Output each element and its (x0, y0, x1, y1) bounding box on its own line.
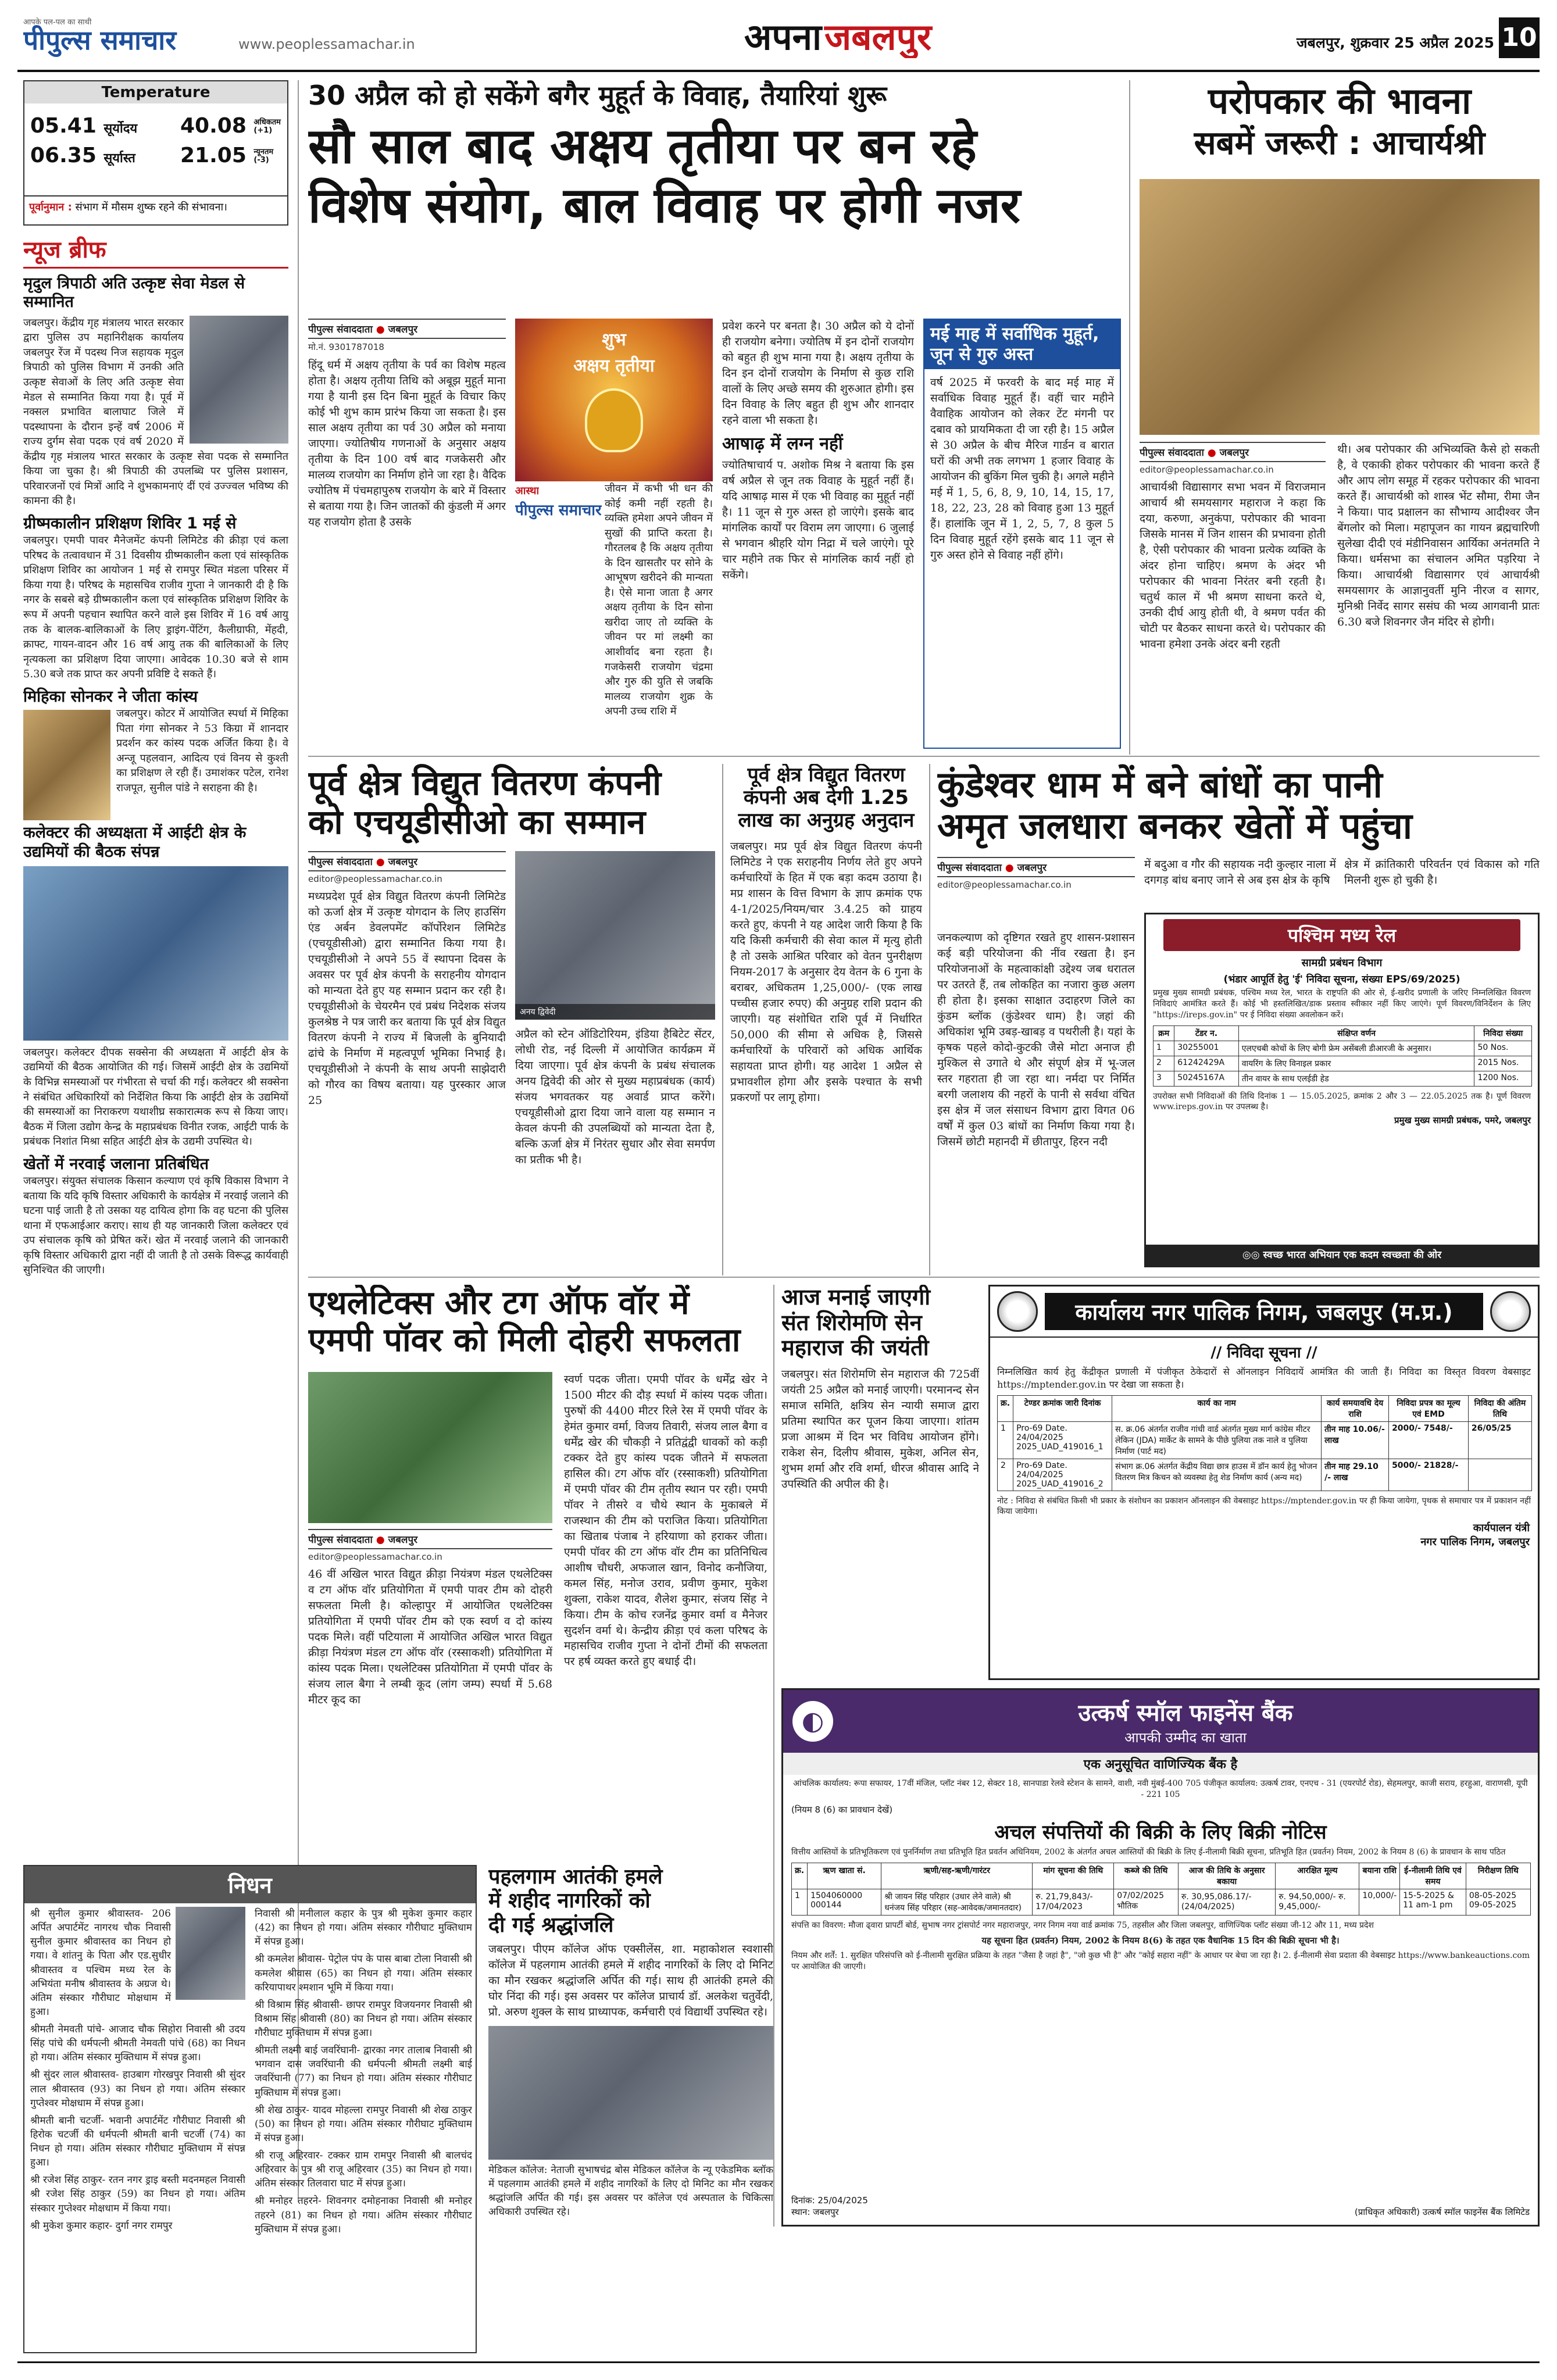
masthead (0, 0, 1557, 69)
akshaya-col-2-text: जीवन में कभी भी धन की कोई कमी नहीं रहती है। व्यक्ति हमेशा अपने जीवन में सुखों की प्राप्ति करता है। गौरतलब है कि अक्षय तृतीया के दिन खासतौर पर सोने के आभूषण खरीदने की मान्यता है। ऐसे माना जाता है अगर अक्षय तृतीया के दिन सोना खरीदा जाए तो व्यक्ति के जीवन पर मां लक्ष्मी का आशीर्वाद बना रहता है। गजकेसरी राजयोग चंद्रमा और गुरु की युति से जबकि मालव्य राजयोग शुक्र के अपनी उच्च राशि में (605, 483, 713, 718)
nagar-nigam-note: नोट : निविदा से संबंधित किसी भी प्रकार के संशोधन का प्रकाशन ऑनलाइन की वेबसाइट https://mptender.gov.in पर ही किया जायेगा, पृथक से समाचार पत्र में प्रकाशन नहीं किया जायेगा। (997, 1496, 1531, 1517)
acharya-headline-1[interactable]: परोपकार की भावना (1208, 80, 1472, 122)
nn-cell: Pro-69 Date. 24/04/2025 2025_UAD_419016_2 (1013, 1459, 1112, 1491)
rail-th-1: क्रम (1154, 1025, 1174, 1041)
akshaya-mobile: मो.नं. 9301787018 (308, 342, 384, 352)
akshaya-headline-1[interactable]: सौ साल बाद अक्षय तृतीया पर बन रहे (308, 117, 977, 174)
bank-cell: 08-05-2025 09-05-2025 (1466, 1889, 1530, 1915)
rail-cell: 3 (1154, 1071, 1174, 1086)
athletics-col-2-text: स्वर्ण पदक जीता। एमपी पॉवर के धर्मेंद्र खेर ने 1500 मीटर की दौड़ स्पर्धा में कांस्य पदक जीता। पुरुषों की 4400 मीटर रिले रेस में एमपी पॉवर के हेमंत कुमार वर्मा, विजय तिवारी, संजय लाल बैगा व धर्मेंद्र खेर की चौकड़ी ने प्रतिद्वंद्वी धावकों को कड़ी टक्कर देते हुए कांस्य पदक जीतने में सफलता हासिल की। टग ऑफ वॉर (रस्साकशी) प्रतियोगिता में एमपी पॉवर की टीम तृतीय स्थान पर रही। एमपी पॉवर ने तीसरे व चौथे स्थान के मुकाबले में राजस्थान की टीम को पराजित किया। प्रतियोगिता का खिताब पंजाब ने हरियाणा को हराकर जीता। एमपी पॉवर की टग ऑफ वॉर टीम का प्रतिनिधित्व आशीष चौधरी, अफजाल खान, विनोद कनौजिया, कमल सिंह, मनोज उराव, प्रवीण कुमार, मुकेश शुक्ला, राकेश यादव, शैलेश कुमार, संजय सिंह ने किया। टीम के कोच रजनेंद्र कुमार वर्मा व मैनेजर सुदर्शन वर्मा थे। केन्द्रीय क्रीड़ा एवं कला परिषद के महासचिव राजीव गुप्ता ने दोनों टीमों की सफलता पर हर्ष व्यक्त करते हुए बधाई दी। (564, 1373, 767, 1668)
pahalgam-headline-3[interactable]: दी गई श्रद्धांजलि (488, 1913, 614, 1937)
discom-headline-1[interactable]: पूर्व क्षेत्र विद्युत वितरण कंपनी (308, 764, 662, 803)
rail-th-2: टेंडर न. (1174, 1025, 1239, 1041)
bank-place-label: स्थान: जबलपुर (791, 2207, 839, 2217)
bank-th: आज की तिथि के अनुसार बकाया (1178, 1863, 1275, 1889)
brief-1-title[interactable]: मृदुल त्रिपाठी अति उत्कृष्ट सेवा मेडल से सम्मानित (23, 274, 245, 312)
pahalgam-caption: मेडिकल कॉलेज: नेताजी सुभाषचंद्र बोस मेडिकल कॉलेज के न्यू एकेडमिक ब्लॉक में पहलगाम आतंकी हमले में शहीद नागरिकों के लिए दो मिनिट का मौन रखकर श्रद्धांजलि अर्पित की गई। इस अवसर पर कॉलेज एवं अस्पताल के चिकित्सा अधिकारी उपस्थित रहे। (488, 2164, 773, 2218)
obit-1: श्री सुनील कुमार श्रीवास्तव- 206 अर्पित अपार्टमेंट नागरथ चौक निवासी सुनील कुमार श्रीवास्तव का निधन हो गया। वे शांतनु के पिता और एड.सुधीर श्रीवास्तव व पश्चिम मध्य रेल के अभियंता मनीष श्रीवास्तव के अग्रज थे। अंतिम संस्कार गौरीघाट मोक्षधाम में हुआ। (30, 1908, 171, 2018)
max-label: अधिकतम (253, 117, 281, 127)
bank-office: आंचलिक कार्यालय: रूपा सफायर, 17वीं मंजिल, प्लॉट नंबर 12, सेक्टर 18, सानपाडा रेलवे स्टेशन के सामने, वाशी, नवी मुंबई-400 705 पंजीकृत कार्यालय: उत्कर्ष टावर, एनएच - 31 (एयरपोर्ट रोड), सेहमलपुर, काजी सराय, हरहुआ, वाराणसी, यूपी - 221 105 (793, 1779, 1528, 1799)
grant-headline-2[interactable]: कंपनी अब देगी 1.25 (744, 786, 909, 810)
weather-box (23, 80, 288, 226)
rail-cell: वायरिंग के लिए विनाइल प्रकार (1238, 1056, 1474, 1071)
discom-email[interactable]: editor@peoplessamachar.co.in (308, 874, 442, 884)
acharya-story (1140, 80, 1540, 755)
divider-mid (1129, 80, 1130, 755)
forecast-text: संभाग में मौसम शुष्क रहने की संभावना। (75, 201, 227, 213)
section-city: जबलपुर (824, 16, 932, 58)
discom-byline-city: जबलपुर (388, 856, 418, 868)
nn-th-2: टेण्डर क्रमांक जारी दिनांक (1013, 1396, 1112, 1422)
max-delta: (+1) (253, 126, 273, 135)
obituary-box (23, 1865, 477, 2353)
section-title (744, 12, 1070, 58)
bank-cell: श्री जायन सिंह परिहार (उधार लेने वाले) श्री धनंजय सिंह परिहार (सह-आवेदक/जमानतदार) (881, 1889, 1033, 1915)
acharya-col-1-text: आचार्यश्री विद्यासागर सभा भवन में विराजमान आचार्य श्री समयसागर महाराज ने कहा कि दया, करुणा, अनुकंपा, परोपकार की भावना जिसके मानस में जिन शासन की प्रभावना होती है, ऐसी परोपकार की भावना प्रत्येक व्यक्ति के अंदर होना चाहिए। श्रमण के अंदर भी परोपकार की भावना निरंतर बनी रहती है। चतुर्थ काल में भी श्रमण साधना करते थे, उनकी दीर्घ आयु होती थी, वे श्रमण पर्वत की चोटी पर बैठकर साधना करते थे। परोपकार की भावना हमेशा उनके अंदर बनी रहती (1140, 481, 1326, 651)
akshaya-col-3b-text: ज्योतिषाचार्य प. अशोक मिश्र ने बताया कि इस वर्ष अप्रैल से जून तक विवाह के मुहूर्त नहीं हैं। यदि आषाढ़ मास में एक भी विवाह का मुहूर्त नहीं है। 11 जून से गुरु अस्त हो जाएंगे। इसके बाद मांगलिक कार्यों पर विराम लग जाएगा। 6 जुलाई से भगवान श्रीहरि योग निद्रा में चले जाएंगे। पूरे चार महीने तक फिर से मांगलिक कार्य नहीं हो सकेंगे। (722, 459, 914, 582)
athletics-email[interactable]: editor@peoplessamachar.co.in (308, 1552, 442, 1562)
discom-photo (515, 851, 715, 1020)
rail-ad-subtitle: सामग्री प्रबंधन विभाग (1301, 957, 1383, 969)
logo-tag: आपके पल-पल का साथी (23, 18, 92, 27)
table-row (998, 1459, 1532, 1491)
nagar-nigam-title: कार्यालय नगर पालिक निगम, जबलपुर (म.प्र.) (1045, 1293, 1483, 1330)
section-apna: अपना (744, 16, 822, 58)
obit-3: श्री सुंदर लाल श्रीवास्तव- हाउबाग गोरखपुर निवासी श्री सुंदर लाल श्रीवास्तव (93) का निधन हो गया। अंतिम संस्कार गुप्तेश्वर मोक्षधाम में संपन्न हुआ। (30, 2069, 245, 2109)
sen-text: जबलपुर। संत शिरोमणि सेन महाराज की 725वीं जयंती 25 अप्रैल को मनाई जाएगी। परमानन्द सेन समाज समिति, क्षत्रिय सेन न्यायी समाज द्वारा प्रतिमा स्थापित कर पूजन किया जाएगा। शांतम प्रजा आश्रम में दिन भर विविध आयोजन होंगे। राकेश सेन, दिलीप श्रीवास, मुकेश, अनिल सेन, शुभम शर्मा और रवि शर्मा, धीरज श्रीवास आदि ने उपस्थिति की अपील की है। (781, 1368, 979, 1491)
table-row (792, 1889, 1531, 1915)
bank-header (783, 1690, 1538, 1753)
brief-5-title[interactable]: खेतों में नरवाई जलाना प्रतिबंधित (23, 1155, 209, 1173)
website-link[interactable]: www.peoplessamachar.in (238, 36, 415, 52)
masthead-rule (17, 70, 1540, 72)
nn-th-4: कार्य समयावधि देय राशि (1322, 1396, 1389, 1422)
bank-bottom-text: नियम और शर्तें: 1. सुरक्षित परिसंपत्ति को ई-नीलामी सुरक्षित प्रक्रिया के तहत "जैसा है जहां है", "जो कुछ भी है" और "कोई सहारा नहीं" के आधार पर बेचा जा रहा है। 2. ई-नीलामी सेवा प्रदाता की वेबसाइट https://www.bankeauctions.com पर आयोजित की जाएगी। (791, 1950, 1530, 1971)
sen-headline-3[interactable]: महाराज की जयंती (781, 1335, 929, 1361)
bank-name: उत्कर्ष स्मॉल फाइनेंस बैंक (1078, 1700, 1293, 1727)
kundeshwar-byline: पीपुल्स संवाददाता ● जबलपुर (937, 857, 1135, 877)
obit-2: श्रीमती नेमवती पांचे- आजाद चौक सिहोरा निवासी श्री उदय सिंह पांचे की धर्मपत्नी श्रीमती नेमवती पांचे (68) का निधन हो गया। अंतिम संस्कार मुक्तिधाम में संपन्न हुआ। (30, 2024, 245, 2064)
pahalgam-headline-1[interactable]: पहलगाम आतंकी हमले (488, 1865, 663, 1889)
grant-headline-3[interactable]: लाख का अनुग्रह अनुदान (738, 809, 915, 832)
nn-th-3: कार्य का नाम (1112, 1396, 1322, 1422)
rail-ad-title: पश्चिम मध्य रेल (1163, 919, 1520, 951)
emblem-icon (997, 1291, 1038, 1332)
grant-text: जबलपुर। मप्र पूर्व क्षेत्र विद्युत वितरण कंपनी लिमिटेड ने एक सराहनीय निर्णय लेते हुए अपने कर्मचारियों के हित में एक बड़ा कदम उठाया है। मप्र शासन के वित्त विभाग के ज्ञाप क्रमांक एफ 4-1/2025/नियम/चार 3.4.25 को ग्राहय करते हुए, कंपनी ने यह आदेश जारी किया है कि यदि किसी कर्मचारी की सेवा काल में मृत्यु होती है तो उसके आश्रित परिवार को वेतन पुनरीक्षण नियम-2017 के अनुसार देय वेतन के 6 गुना के बराबर, अधिकतम 1,25,000/- (एक लाख पच्चीस हजार रुपए) की अनुग्रह राशि प्रदान की जाएगी। यह संशोधित राशि पूर्व में निर्धारित 50,000 की सीमा से अधिक है, जिससे कर्मचारियों के परिवारों को अधिक आर्थिक सहायता प्राप्त होगी। यह आदेश 1 अप्रैल से प्रभावशील होगा और इसके पश्चात के सभी प्रकरणों पर लागू होगा। (730, 840, 922, 1104)
brief-item-2 (23, 514, 288, 682)
sen-jayanti-story (781, 1285, 979, 1680)
max-temp: 40.08 (180, 114, 247, 138)
rail-cell: 2015 Nos. (1474, 1056, 1532, 1071)
akshaya-col-3-text: प्रवेश करने पर बनता है। 30 अप्रैल को ये दोनों ही राजयोग बनेगा। ज्योतिष में इन दोनों राजयोग को बहुत ही शुभ माना गया है। अक्षय तृतीया के दिन इन दोनों राजयोग के निर्माण से कुछ राशि वालों के लिए अच्छे समय की शुरुआत होगी। इस दिन विवाह के लिए बहुत ही शुभ और शानदार रहने वाला भी सकता है। (722, 320, 914, 427)
bank-heading: अचल संपत्तियों की बिक्री के लिए बिक्री नोटिस (994, 1820, 1327, 1844)
swachh-bharat-banner (1146, 1245, 1538, 1266)
bank-th: क्र. (792, 1863, 808, 1889)
pahalgam-text: जबलपुर। पीएम कॉलेज ऑफ एक्सीलेंस, शा. महाकोशल स्वशासी कॉलेज में पहलगाम आतंकी हमले में शहीद नागरिकों के लिए दो मिनिट का मौन रखकर श्रद्धांजलि अर्पित की गई। साथ ही आतंकी हमले की घोर निंदा की गई। इस अवसर पर कॉलेज प्राचार्य डॉ. अलकेश चतुर्वेदी, प्रो. अरुण शुक्ल के साथ प्राध्यापक, कर्मचारी एवं विद्यार्थी उपस्थित रहे। (488, 1943, 773, 2019)
grant-story (730, 764, 922, 1275)
kundeshwar-col-3-text: क्षेत्र में क्रांतिकारी परिवर्तन एवं विकास को गति मिलनी शुरू हो चुकी है। (1344, 858, 1540, 887)
obit-5: श्री रजेश सिंह ठाकुर- रतन नगर ड्राइ बस्ती मदनमहल निवासी श्री रजेश सिंह ठाकुर (59) का निधन हो गया। अंतिम संस्कार गुप्तेश्वर मोक्षधाम में किया गया। (30, 2174, 245, 2214)
news-brief (23, 233, 288, 1854)
nagar-nigam-signatory-2: नगर पालिक निगम, जबलपुर (1420, 1535, 1530, 1548)
emblem-icon-right (1490, 1291, 1531, 1332)
nn-th-5: निविदा प्रपत्र का मूल्य एवं EMD (1389, 1396, 1469, 1422)
pahalgam-photo (488, 2026, 773, 2160)
obit-9: श्री विश्राम सिंह श्रीवासी- छापर रामपुर विजयनगर निवासी श्री विश्राम सिंह श्रीवासी (80) का निधन हो गया। अंतिम संस्कार गौरीघाट मुक्तिधाम में संपन्न हुआ। (255, 1999, 472, 2039)
bank-logo-icon: ◐ (792, 1701, 833, 1742)
kundeshwar-col-1 (937, 857, 1135, 890)
muhurat-sidebox-text: वर्ष 2025 में फरवरी के बाद मई माह में सर्वाधिक विवाह मुहूर्त हैं। वहीं चार महीने वैवाहिक आयोजन को लेकर टेंट मंगनी पर दबाव को प्रायमिकता दी जा रही है। 15 अप्रैल से 30 अप्रैल के बीच मैरिज गार्डन व बारात घरों की अभी तक लगभग 1 हजार विवाह के आयोजन की बुकिंग मिल चुकी है। अगले महीने मई में 1, 5, 6, 8, 9, 10, 14, 15, 17, 18, 22, 23, 28 को विवाह हुआ 13 मुहूर्त हैं। हालांकि जून में 1, 2, 5, 7, 8 कुल 5 दिन विवाह मुहूर्त रहेंगे इसके बाद 11 जून से गुरु अस्त होने से विवाह नहीं होंगे। (930, 376, 1114, 562)
discom-story (308, 764, 715, 1275)
athletics-col-1-text: 46 वीं अखिल भारत विद्युत क्रीड़ा नियंत्रण मंडल एथलेटिक्स व टग ऑफ वॉर प्रतियोगिता में एमपी पावर टीम को दोहरी सफलता मिली है। कोल्हापुर में आयोजित एथलेटिक्स प्रतियोगिता में एमपी पॉवर टीम को एक स्वर्ण व दो कांस्य पदक मिले। वहीं पटियाला में आयोजित अखिल भारत विद्युत क्रीड़ा नियंत्रण मंडल टग ऑफ वॉर (रस्साकशी) प्रतियोगिता में कांस्य पदक मिला। एथलेटिक्स प्रतियोगिता में एमपी पॉवर के संजय लाल बैगा ने लम्बी कूद (लांग जम्प) स्पर्धा में 5.68 मीटर कूद का (308, 1568, 552, 1706)
bank-cell: 1 (792, 1889, 808, 1915)
nn-cell: 5000/- 21828/- (1389, 1459, 1469, 1491)
athletics-headline-2[interactable]: एमपी पॉवर को मिली दोहरी सफलता (308, 1321, 741, 1360)
discom-photo-caption: अनय द्विवेदी (515, 1004, 715, 1020)
discom-byline: पीपुल्स संवाददाता ● जबलपुर (308, 851, 506, 871)
nagar-nigam-subtitle: // निविदा सूचना // (1210, 1344, 1317, 1361)
bank-cell: 10,000/- (1359, 1889, 1400, 1915)
pahalgam-block (488, 1865, 773, 2353)
akshaya-col-2 (605, 481, 713, 719)
obit-7: निवासी श्री मनीलाल कहार के पुत्र श्री मुकेश कुमार कहार (42) का निधन हो गया। अंतिम संस्कार गौरीघाट मुक्तिधाम में संपन्न हुआ। (255, 1908, 472, 1948)
obituary-heading: निधन (24, 1866, 476, 1903)
bank-th: मांग सूचना की तिथि (1033, 1863, 1114, 1889)
akshaya-byline-name: पीपुल्स संवाददाता (308, 324, 373, 335)
acharya-col-2 (1337, 442, 1540, 630)
akshaya-byline: पीपुल्स संवाददाता ● जबलपुर (308, 319, 506, 339)
athletics-headline-1[interactable]: एथलेटिक्स और टग ऑफ वॉर में (308, 1285, 690, 1322)
athletics-photo (308, 1372, 552, 1523)
bank-cell: रु. 30,95,086.17/- (24/04/2025) (1178, 1889, 1275, 1915)
bank-footer-note: यह सूचना हित (प्रवर्तन) नियम, 2002 के नियम 8(6) के तहत एक वैधानिक 15 दिन की बिक्री सूचना भी है। (981, 1935, 1340, 1946)
brief-1-text: जबलपुर। केंद्रीय गृह मंत्रालय भारत सरकार द्वारा पुलिस उप महानिरीक्षक कार्यालय जबलपुर रेंज में पदस्थ निज सहायक मृदुल त्रिपाठी को पुलिस विभाग में उनकी अति उत्कृष्ट सेवाओं के लिए अति उत्कृष्ट सेवा मेडल से सम्मानित किया गया है। पूर्व में नक्सल प्रभावित बालाघाट जिले में पदस्थापना के दौरान इन्हें वर्ष 2006 में राज्य दुर्गम सेवा पदक एवं वर्ष 2020 में केंद्रीय गृह मंत्रालय भारत सरकार के उत्कृष्ट सेवा पदक से सम्मानित किया जा चुका है। श्री त्रिपाठी की उपलब्धि पर पुलिस प्रशासन, परिवारजनों एवं मित्रों आदि ने शुभकामनाएं दीं एवं उज्ज्वल भविष्य की कामना की है। (23, 316, 288, 508)
bank-th: बयाना राशि (1359, 1863, 1400, 1889)
nagar-nigam-signatory-1: कार्यपालन यंत्री (1473, 1521, 1530, 1534)
nn-cell: Pro-69 Date. 24/04/2025 2025_UAD_419016_1 (1013, 1422, 1112, 1459)
brief-1-photo (190, 316, 288, 444)
pahalgam-headline-2[interactable]: में शहीद नागरिकों को (488, 1889, 651, 1913)
bank-tagline-2: एक अनुसूचित वाणिज्यिक बैंक है (783, 1753, 1538, 1775)
kundeshwar-headline-1[interactable]: कुंडेश्वर धाम में बने बांधों का पानी (937, 764, 1383, 806)
logo-text: पीपुल्स समाचार (23, 24, 177, 56)
akshaya-image (515, 319, 713, 481)
min-label: न्यूनतम (253, 147, 274, 156)
discom-col-2 (515, 1027, 715, 1168)
acharya-byline-name: पीपुल्स संवाददाता (1140, 447, 1204, 459)
kundeshwar-headline-2[interactable]: अमृत जलधारा बनकर खेतों में पहुंचा (937, 805, 1412, 848)
nn-cell: 2 (998, 1459, 1013, 1491)
nn-th-6: निविदा की अंतिम तिथि (1468, 1396, 1531, 1422)
athletics-col-1 (308, 1529, 552, 1708)
rail-ad-text: प्रमुख मुख्य सामग्री प्रबंधक, पश्चिम मध्य रेल, भारत के राष्ट्रपति की ओर से, ई-खरीद प्रणाली के जरिए निम्नलिखित विवरण निविदाएं आमंत्रित करते हैं। कोई भी हस्तलिखित/डाक प्रस्ताव स्वीकार नहीं किए जाएंगे। पूर्ण विवरण/विनिर्देशन के लिए "https://ireps.gov.in" पर ई निविदा संख्या अवलोकन करें। (1153, 988, 1531, 1020)
rail-ad-signatory: प्रमुख मुख्य सामग्री प्रबंधक, पमरे, जबलपुर (1394, 1115, 1531, 1126)
min-temp: 21.05 (180, 144, 247, 167)
rail-cell: 30255001 (1174, 1041, 1239, 1056)
divider-row-2 (308, 756, 1540, 757)
sunset-label: सूर्यास्त (103, 151, 135, 166)
sen-headline-2[interactable]: संत शिरोमणि सेन (781, 1309, 922, 1335)
forecast (24, 195, 287, 217)
brief-item-4 (23, 824, 288, 1149)
acharya-byline-city: जबलपुर (1219, 447, 1249, 459)
obit-12: श्री राजू अहिरवार- टक्कर ग्राम रामपुर निवासी श्री बालचंद अहिरवार के पुत्र श्री राजू अहिरवार (35) का निधन हो गया। अंतिम संस्कार तिलवारा घाट में संपन्न हुआ। (255, 2150, 472, 2190)
divider-grant (929, 764, 930, 1275)
kalash-icon (585, 388, 643, 452)
obit-4: श्रीमती बानी चटर्जी- भवानी अपार्टमेंट गौरीघाट निवासी श्री हिरोक चटर्जी की धर्मपत्नी श्रीमती बानी चटर्जी (74) का निधन हो गया। अंतिम संस्कार गौरीघाट मुक्तिधाम में संपन्न हुआ। (30, 2114, 245, 2169)
sunrise-label: सूर्योदय (103, 121, 138, 136)
akshaya-kicker[interactable]: 30 अप्रैल को हो सकेंगे बगैर मुहूर्त के विवाह, तैयारियां शुरू (308, 80, 887, 111)
nn-cell (1468, 1459, 1531, 1491)
dateline: जबलपुर, शुक्रवार 25 अप्रैल 2025 (1297, 34, 1494, 51)
table-row (1154, 1041, 1532, 1056)
bank-intro: वित्तीय आस्तियों के प्रतिभूतिकरण एवं पुनर्निर्माण तथा प्रतिभूति हित प्रवर्तन अधिनियम, 2002 के अंतर्गत अचल आस्तियों की बिक्री के लिए ई-नीलामी बिक्री सूचना, प्रतिभूति हित (प्रवर्तन) नियम, 2002 के नियम 8 (6) के प्रावधान के साथ पठित (791, 1847, 1506, 1857)
kundeshwar-byline-name: पीपुल्स संवाददाता (937, 862, 1002, 874)
bank-th: ई-नीलामी तिथि एवं समय (1400, 1863, 1466, 1889)
nn-cell: संभाग क्र.06 अंतर्गत केंद्रीय विद्या छात्र हाउस में डॉन कार्य हेतु भोजन वितरण मित्र किचन को व्यवस्था हेतु शेड निर्माण कार्य (अन्य मद) (1112, 1459, 1322, 1491)
muhurat-sidebox (923, 319, 1121, 749)
bank-cell: रु. 21,79,843/- 17/04/2023 (1033, 1889, 1114, 1915)
kundeshwar-col-2 (1144, 857, 1336, 888)
brief-3-title[interactable]: मिहिका सोनकर ने जीता कांस्य (23, 687, 198, 706)
acharya-headline-2[interactable]: सबमें जरूरी : आचार्यश्री (1194, 124, 1485, 163)
kundeshwar-col-1-text: जनकल्याण को दृष्टिगत रखते हुए शासन-प्रशासन कई बड़ी परियोजना की नींव रखता है। इन परियोजनाओं के महत्वाकांक्षी उद्देश्य जब धरातल पर उतरते हैं, तब लोकहित का नजारा कुछ अलग ही होता है। इसका साक्षात उदाहरण जिले का कुंडम ब्लॉक (कुंडेश्वर धाम) है। जहां की अधिकांश भूमि उबड़-खाबड़ व पथरीली है। यहां के कृषक पहले कोदो-कुटकी जैसे मोटा अनाज ही मुश्किल से उगाते थे और संपूर्ण क्षेत्र में भू-जल स्तर गहराता ही जा रहा था। नर्मदा पर निर्मित बरगी जलाशय की नहरों के पानी से सर्वथा वंचित इस क्षेत्र में जल संसाधन विभाग द्वारा विगत 06 वर्षों में कुल 03 बांधों का निर्माण किया गया है। जिसमें छोटी महानदी में छीतापुर, हिरन नदी (937, 931, 1135, 1148)
obit-13: श्री मनोहर तहरने- शिवनगर दमोहनाका निवासी श्री मनोहर तहरने (81) का निधन हो गया। अंतिम संस्कार गौरीघाट मुक्तिधाम में संपन्न हुआ। (255, 2195, 472, 2235)
nn-cell: तीन माह 29.10 /- लाख (1322, 1459, 1389, 1491)
min-delta: (-3) (253, 156, 269, 165)
nn-th-1: क्र. (998, 1396, 1013, 1422)
acharya-byline: पीपुल्स संवाददाता ● जबलपुर (1140, 442, 1326, 462)
akshaya-image-shubh: शुभ (602, 330, 626, 350)
bank-th: कब्जे की तिथि (1114, 1863, 1179, 1889)
akshaya-image-title: अक्षय तृतीया (573, 356, 655, 376)
athletics-byline-name: पीपुल्स संवाददाता (308, 1534, 373, 1546)
obit-6: श्री मुकेश कुमार कहार- दुर्गा नगर रामपुर (30, 2220, 173, 2232)
bottom-rule (17, 2361, 1540, 2363)
bank-cell: 07/02/2025 भौतिक (1114, 1889, 1179, 1915)
nagar-nigam-intro: निम्नलिखित कार्य हेतु केंद्रीकृत प्रणाली में पंजीकृत ठेकेदारों से ऑनलाइन निविदायें आमंत्रित की जाती हैं। निविदा का विस्तृत विवरण वेबसाइट https://mptender.gov.in पर देखा जा सकता है। (997, 1366, 1531, 1390)
muhurat-sidebox-heading: मई माह में सर्वाधिक मुहूर्त, जून से गुरु अस्त (924, 320, 1120, 369)
obit-8: श्री कमलेश श्रीवास- पेट्रोल पंप के पास बाबा टोला निवासी श्री कमलेश श्रीवास (65) का निधन हो गया। अंतिम संस्कार करियापाथर श्मशान भूमि में किया गया। (255, 1953, 472, 1993)
bank-th: ऋणी/सह-ऋणी/गारंटर (881, 1863, 1033, 1889)
table-row (1154, 1056, 1532, 1071)
rail-cell: 50 Nos. (1474, 1041, 1532, 1056)
news-brief-heading: न्यूज ब्रीफ (23, 233, 288, 269)
bank-auction-table (791, 1863, 1531, 1916)
divider-athletics (773, 1285, 774, 2227)
obituary-col-2 (255, 1907, 472, 2236)
nn-cell: 2000/- 7548/- (1389, 1422, 1469, 1459)
rail-cell: 1 (1154, 1041, 1174, 1056)
obituary-photo (176, 1907, 245, 2000)
bank-property: संपत्ति का विवरण: मौजा ढ्वारा प्रापर्टी बोर्ड, सुभाष नगर ट्रांसपोर्ट नगर महाराजपुर, नगर निगम नया वार्ड क्रमांक 75, तहसील और जिला जबलपुर, वाणिज्यिक प्लॉट संख्या जी-12 और 11, मध्य प्रदेश (791, 1920, 1374, 1930)
bank-date-label: दिनांक: 25/04/2025 (791, 2195, 868, 2206)
bank-auction-ad (781, 1688, 1540, 2227)
rail-th-3: संक्षिप्त वर्णन (1238, 1025, 1474, 1041)
acharya-photo (1140, 179, 1540, 435)
discom-col-1 (308, 851, 506, 1109)
brief-4-text: जबलपुर। कलेक्टर दीपक सक्सेना की अध्यक्षता में आईटी क्षेत्र के उद्यमियों की बैठक आयोजित की गई। जिसमें आईटी क्षेत्र के उद्यमियों के विभिन्न समस्याओं पर गंभीरता से चर्चा की गई। कलेक्टर श्री सक्सेना ने संबंधित अधिकारियों को निर्देशित किया कि आईटी क्षेत्र के उद्यमियों की समस्याओं का निराकरण यथाशीघ्र सकारात्मक रूप से किया जाए। बैठक में जिला उद्योग केन्द्र के महाप्रबंधक विनीत रजक, आईटी पार्क के प्रबंधक निशांत मिश्रा सहित आईटी क्षेत्र के उद्यमी उपस्थित थे। (23, 1046, 288, 1148)
nn-cell: 26/05/25 (1468, 1422, 1531, 1459)
acharya-col-1 (1140, 442, 1326, 652)
athletics-byline: पीपुल्स संवाददाता ● जबलपुर (308, 1529, 552, 1549)
divider-row-3 (308, 1277, 1540, 1278)
obituary-col-1 (30, 1907, 245, 2233)
rail-ad-notice: (भंडार आपूर्ति हेतु 'ई' निविदा सूचना, संख्या EPS/69/2025) (1223, 974, 1460, 985)
nagar-nigam-ad (988, 1285, 1540, 1680)
bank-th: निरीक्षण तिथि (1466, 1863, 1530, 1889)
rail-cell: 2 (1154, 1056, 1174, 1071)
bank-th: आरक्षित मूल्य (1276, 1863, 1359, 1889)
bank-cell: 1504060000 000144 (808, 1889, 881, 1915)
obit-10: श्रीमती लक्ष्मी बाई जवरिंघानी- द्वारका नगर तालाब निवासी श्री भगवान दास जवरिंघानी की धर्मपत्नी श्रीमती लक्ष्मी बाई जवरिंघानी (77) का निधन हो गया। अंतिम संस्कार गौरीघाट मुक्तिधाम में संपन्न हुआ। (255, 2045, 472, 2099)
rail-cell: तीन वायर के साथ एलईडी हेड (1238, 1071, 1474, 1086)
bank-tagline: आपकी उम्मीद का खाता (1124, 1729, 1247, 1746)
brief-2-text: जबलपुर। एमपी पावर मैनेजमेंट कंपनी लिमिटेड की क्रीड़ा एवं कला परिषद के तत्वावधान में 31 दिवसीय ग्रीष्मकालीन कला एवं सांस्कृतिक प्रशिक्षण शिविर का आयोजन 1 मई से रामपुर स्थित मंडला परिसर में किया गया है। परिषद के महासचिव राजीव गुप्ता ने जानकारी दी है कि नगर के सबसे बड़े ग्रीष्मकालीन कला एवं सांस्कृतिक प्रशिक्षण शिविर के रूप में अपनी पहचान स्थापित करने वाले इस शिविर में 16 वर्ष आयु तक के बालक-बालिकाओं के लिए ड्राइंग-पेंटिंग, कैलीग्राफी, मेंहदी, क्राफ्ट, गायन-वादन और 16 वर्ष आयु तक की बालिकाओं के लिए नृत्यकला का प्रशिक्षण दिया जाएगा। आवेदक 10.30 बजे से शाम 5.30 बजे तक प्राप्त कर अपनी प्रविष्टि दे सकते हैं। (23, 534, 288, 681)
kundeshwar-email[interactable]: editor@peoplessamachar.co.in (937, 880, 1072, 890)
brief-3-photo (23, 710, 110, 820)
nn-cell: 1 (998, 1422, 1013, 1459)
rail-cell: 1200 Nos. (1474, 1071, 1532, 1086)
swachh-glasses-icon: ◎◎ (1242, 1249, 1260, 1261)
brief-4-title[interactable]: कलेक्टर की अध्यक्षता में आईटी क्षेत्र के उद्यमियों की बैठक संपन्न (23, 824, 247, 861)
bank-cell: रु. 94,50,000/- रु. 9,45,000/- (1276, 1889, 1359, 1915)
newspaper-logo[interactable] (23, 16, 233, 57)
akshaya-col-3 (722, 319, 914, 583)
bank-signatory: (प्राधिकृत अधिकारी) उत्कर्ष स्मॉल फाइनेंस बैंक लिमिटेड (1354, 2207, 1530, 2217)
forecast-label: पूर्वानुमान : (29, 201, 72, 213)
bank-th: ऋण खाता सं. (808, 1863, 881, 1889)
nn-cell: स. क्र.06 अंतर्गत राजीव गांधी वार्ड अंतर्गत मुख्य मार्ग कांग्रेस मीटर लेकिन (JDA) मार्केट के सामने के पीछे पुलिया तक नाले व पुलिया निर्माण (पार्ट मद) (1112, 1422, 1322, 1459)
athletics-byline-city: जबलपुर (388, 1534, 418, 1546)
brief-4-photo (23, 866, 288, 1041)
rail-cell: एलएचबी कोचों के लिए बोगी फ्रेम असेंबली डीआरजी के अनुसार। (1238, 1041, 1474, 1056)
swachh-text: स्वच्छ भारत अभियान एक कदम स्वच्छता की ओर (1263, 1249, 1442, 1261)
akshaya-story (308, 80, 1122, 755)
bank-rule: (नियम 8 (6) का प्रावधान देखें) (791, 1804, 893, 1815)
athletics-col-2 (564, 1372, 767, 1670)
nagar-nigam-header (990, 1287, 1538, 1338)
bank-date (791, 2195, 868, 2218)
nn-cell: तीन माह 10.06/- लाख (1322, 1422, 1389, 1459)
brief-2-title[interactable]: ग्रीष्मकालीन प्रशिक्षण शिविर 1 मई से (23, 514, 237, 533)
rail-ad-footer: उपरोक्त सभी निविदाओं की तिथि दिनांक 1 — 15.05.2025, क्रमांक 2 और 3 — 22.05.2025 तक है। पूर्ण विवरण www.ireps.gov.in पर उपलब्ध है। (1153, 1091, 1531, 1112)
nagar-nigam-table (997, 1395, 1532, 1491)
rail-th-4: निविदा संख्या (1474, 1025, 1532, 1041)
akshaya-col-1-text: हिंदू धर्म में अक्षय तृतीया के पर्व का विशेष महत्व होता है। अक्षय तृतीया तिथि को अबूझ मुहूर्त माना गया है यानी इस दिन बिना मुहूर्त के विचार किए कोई भी शुभ काम प्रारंभ किया जा सकता है। इस साल अक्षय तृतीया का पर्व 30 अप्रैल को मनाया जाएगा। ज्योतिषीय गणनाओं के अनुसार अक्षय तृतीया के दिन 100 वर्ष बाद गजकेसरी और मालव्य राजयोग का निर्माण होने जा रहा है। वैदिक ज्योतिष में पंचमहापुरुष राजयोग के बारे में विस्तार से बताया गया है। जिन जातकों की कुंडली में अगर यह राजयोग होता है उसके (308, 359, 506, 528)
page-number: 10 (1499, 17, 1540, 58)
table-row (1154, 1071, 1532, 1086)
rail-cell: 50245167A (1174, 1071, 1239, 1086)
kundeshwar-col-2-text: में बदुआ व गौर की सहायक नदी कुल्हार नाला में दगगड़ बांध बनाए जाने से अब इस क्षेत्र के कृषि (1144, 858, 1336, 887)
acharya-col-2-text: थी। अब परोपकार की अभिव्यक्ति कैसे हो सकती है, वे एकाकी होकर परोपकार की भावना करते हैं और आप लोग समूह में रहकर परोपकार की भावना करते हैं। आचार्यश्री को शास्त्र भेंट सौमा, रीमा जैन ने किया। पाद प्रक्षालन का सौभाग्य आदीश्वर जैन बेंगलोर को मिला। महापूजन का गायन ब्रह्मचारिणी सुलेखा दीदी एवं मंडीनिवासन आर्यिका अनंतमति ने किया। धर्मसभा का संचालन अमित पड़रिया ने किया। आचार्यश्री विद्यासागर एवं आचार्यश्री समयसागर के आज्ञानुवर्ती मुनि नीरज व सागर, मुनिश्री निर्वेद सागर ससंघ की भव्य आगवानी प्रातः 6.30 बजे शिवनगर जैन मंदिर से होगी। (1337, 443, 1540, 628)
discom-col-2-text: अप्रैल को स्टेन ऑडिटोरियम, इंडिया हैबिटेट सेंटर, लोधी रोड, नई दिल्ली में आयोजित कार्यक्रम में दिया जाएगा। पूर्व क्षेत्र कंपनी के प्रबंध संचालक अनय द्विवेदी की ओर से मुख्य महाप्रबंधक (कार्य) संजय भगवतकर यह अवार्ड प्राप्त करेंगे। एचयूडीसीओ द्वारा दिया जाने वाला यह सम्मान न केवल कंपनी की उपलब्धियों को मान्यता देता है, बल्कि ऊर्जा क्षेत्र में निरंतर सुधार और सेवा समर्पण का प्रतीक भी है। (515, 1028, 715, 1166)
akshaya-tag: आस्था (515, 485, 540, 497)
discom-col-1-text: मध्यप्रदेश पूर्व क्षेत्र विद्युत वितरण कंपनी लिमिटेड को ऊर्जा क्षेत्र में उत्कृष्ट योगदान के लिए हाउसिंग एंड अर्बन डेवलपमेंट कॉर्पोरेशन लिमिटेड (एचयूडीसीओ) द्वारा सम्मानित किया गया है। एचयूडीसीओ ने अपने 55 वें स्थापना दिवस के अवसर पर पूर्व क्षेत्र कंपनी के सराहनीय योगदान को मान्यता देते हुए यह सम्मान प्रदान कर रही है। एचयूडीसीओ के चेयरमैन एवं प्रबंध निदेशक संजय कुलश्रेष्ठ ने पत्र जारी कर बताया कि पूर्व क्षेत्र विद्युत वितरण कंपनी ने राज्य में बिजली के बुनियादी ढांचे के निर्माण में महत्वपूर्ण भूमिका निभाई है। एचयूडीसीओ ने कंपनी के साथ अपनी साझेदारी को गौरव का विषय बताया। यह पुरस्कार आज 25 (308, 890, 506, 1107)
peoples-logo-small: पीपुल्स समाचार (515, 502, 602, 519)
bank-cell: 15-5-2025 & 11 am-1 pm (1400, 1889, 1466, 1915)
brief-5-text: जबलपुर। संयुक्त संचालक किसान कल्याण एवं कृषि विकास विभाग ने बताया कि यदि कृषि विस्तार अधिकारी के कार्यक्षेत्र में नरवाई जलाने की घटना पाई जाती है तो उसका यह दायित्व होगा कि वह घटना की पुलिस थाना में एफआईआर कराए। साथ ही यह जानकारी जिला कलेक्टर एवं उप संचालक कृषि को प्रेषित करें। खेत में नरवाई जलाने की जानकारी कृषि विस्तार अधिकारी द्वारा नहीं दी जाती है तो उसके विरूद्ध कार्यवाही सुनिश्चित की जाएगी। (23, 1175, 288, 1277)
akshaya-byline-city: जबलपुर (388, 324, 418, 335)
brief-item-1 (23, 274, 288, 509)
rail-cell: 61242429A (1174, 1056, 1239, 1071)
brief-item-5 (23, 1155, 288, 1278)
akshaya-subheading: आषाढ़ में लग्न नहीं (722, 433, 843, 454)
obit-11: श्री शेख ठाकुर- यादव मोहल्ला रामपुर निवासी श्री शेख ठाकुर (50) का निधन हो गया। अंतिम संस्कार गौरीघाट मुक्तिधाम में संपन्न हुआ। (255, 2104, 472, 2144)
brief-3-text: जबलपुर। कोटर में आयोजित स्पर्धा में मिहिका पिता गंगा सोनकर ने 53 किग्रा में शानदार प्रदर्शन कर कांस्य पदक अर्जित किया है। वे अन्जू पहलवान, आदित्य एवं विनय से कुश्ती का प्रशिक्षण ले रही हैं। उमाशंकर पटेल, रानेश राजपूत, सुनील पांडे ने सराहना की है। (116, 707, 288, 794)
table-row (998, 1422, 1532, 1459)
kundeshwar-byline-city: जबलपुर (1017, 862, 1047, 874)
rail-tender-ad (1144, 913, 1540, 1267)
akshaya-headline-2[interactable]: विशेष संयोग, बाल विवाह पर होगी नजर (308, 177, 1021, 234)
weather-title: Temperature (24, 81, 287, 103)
sen-headline-1[interactable]: आज मनाई जाएगी (781, 1285, 931, 1310)
akshaya-col-1 (308, 319, 506, 530)
divider-discom (722, 764, 723, 1275)
discom-byline-name: पीपुल्स संवाददाता (308, 856, 373, 868)
sunset-time: 06.35 (30, 144, 97, 167)
rail-ad-table (1153, 1025, 1532, 1087)
grant-headline-1[interactable]: पूर्व क्षेत्र विद्युत वितरण (747, 764, 905, 787)
discom-headline-2[interactable]: को एचयूडीसीओ का सम्मान (308, 802, 646, 842)
brief-item-3 (23, 688, 288, 796)
kundeshwar-body (937, 930, 1135, 1279)
acharya-email[interactable]: editor@peoplessamachar.co.in (1140, 464, 1274, 475)
kundeshwar-col-3 (1344, 857, 1540, 888)
sunrise-time: 05.41 (30, 114, 97, 138)
